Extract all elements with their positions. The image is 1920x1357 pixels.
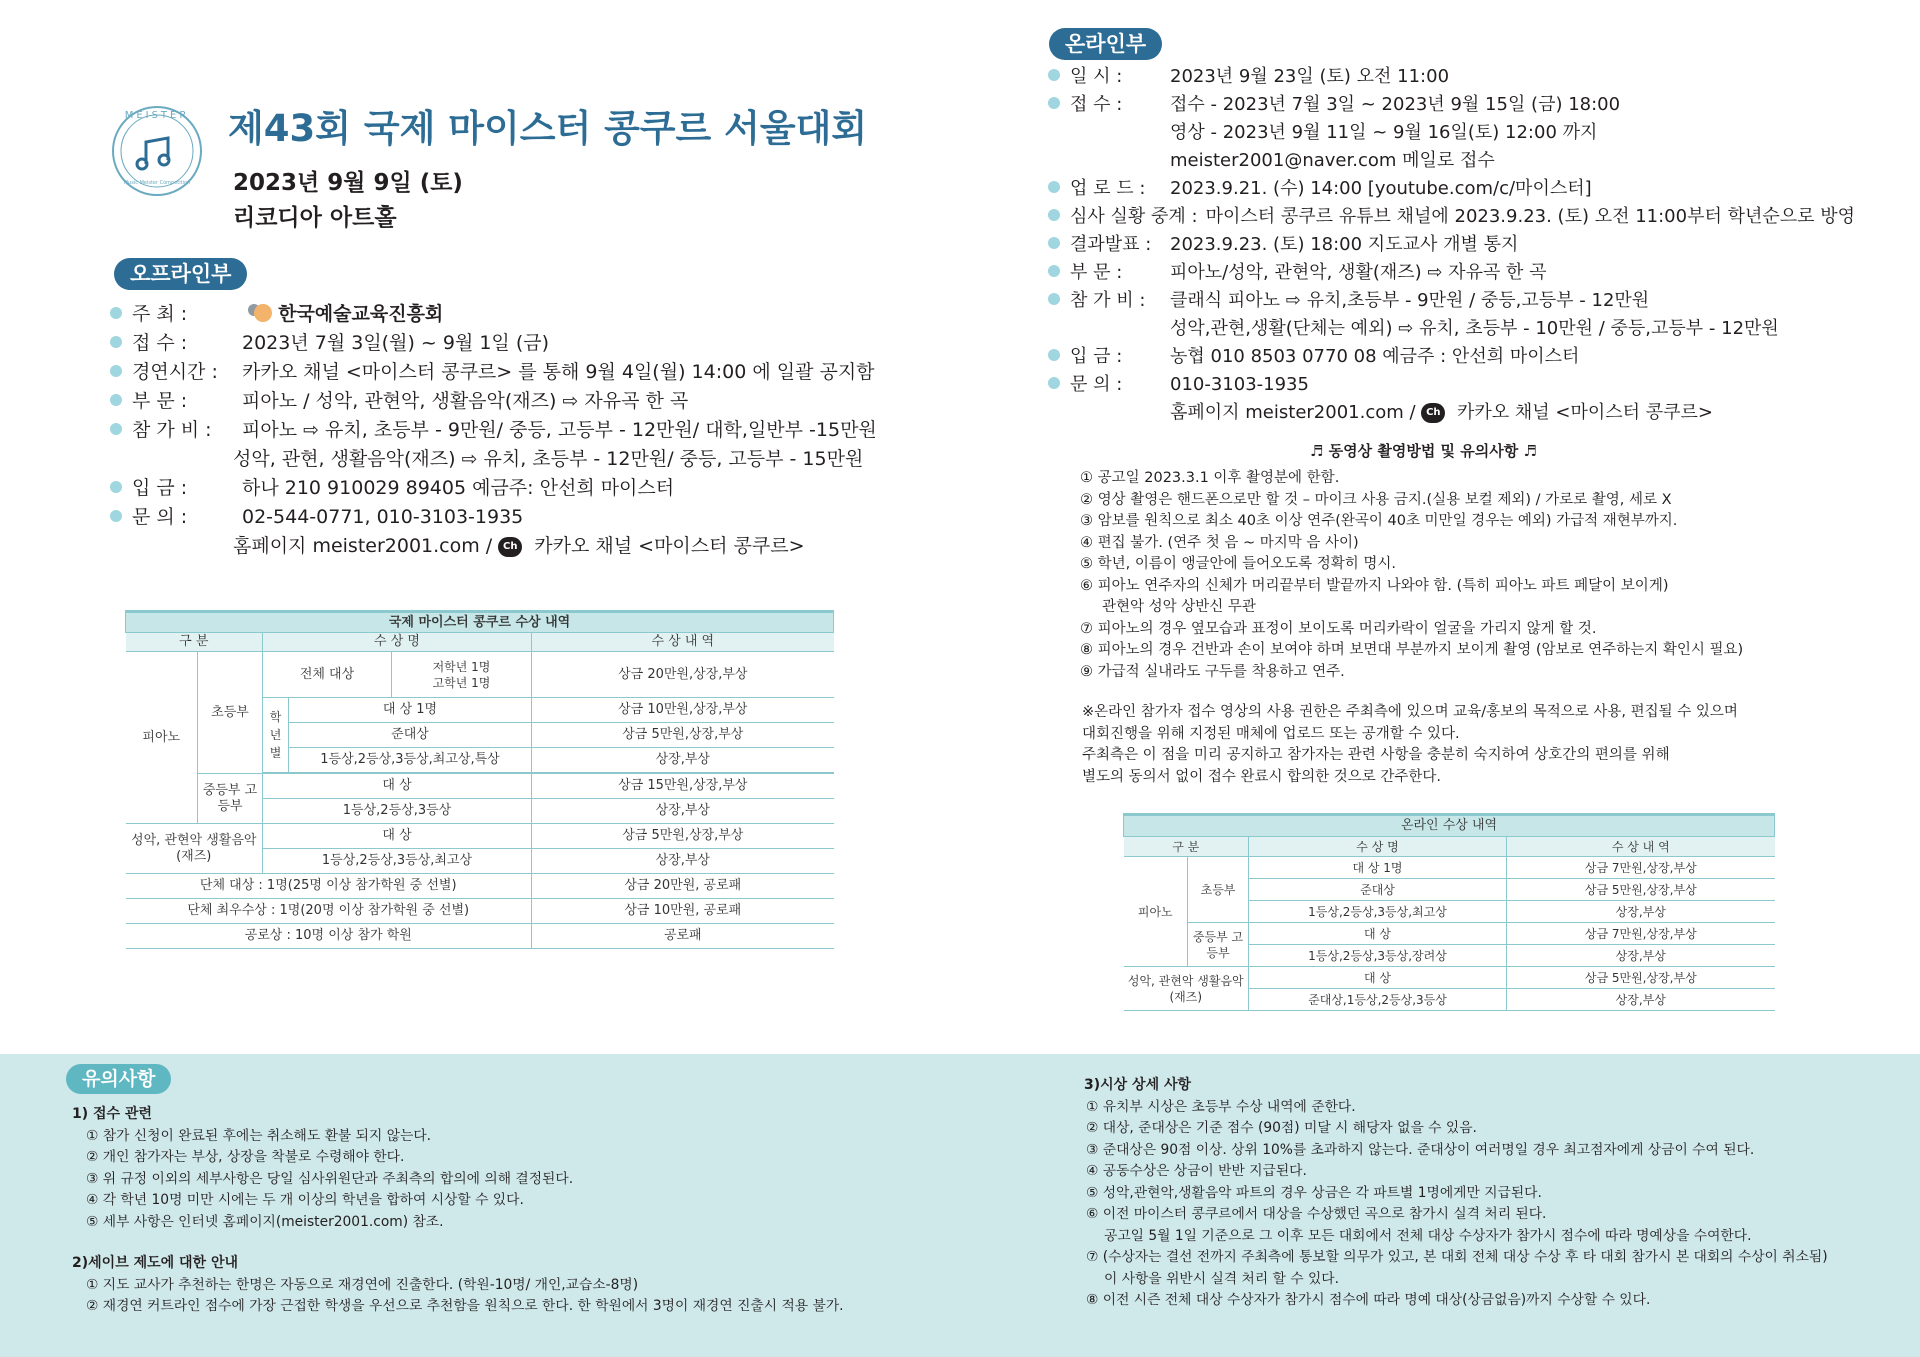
list-item: ③ 위 규정 이외의 세부사항은 당일 심사위원단과 주최측의 합의에 의해 결정된다. [86, 1170, 574, 1187]
table-row: 1등상,2등상,3등상,장려상 상장,부상 [1124, 945, 1775, 967]
offline-awards-table [125, 610, 834, 949]
list-item: ④ 편집 불가. (연주 첫 음 ~ 마지막 음 사이) [1080, 534, 1359, 551]
table-row: 1등상,2등상,3등상 상장,부상 [126, 799, 834, 824]
kakao-channel-icon: Ch [1421, 403, 1445, 423]
table-row: 공로상 : 10명 이상 참가 학원 공로패 [126, 924, 834, 949]
section-title: 2)세이브 제도에 대한 안내 [72, 1255, 239, 1271]
col-header-category: 구 분 [126, 633, 263, 652]
table-row: 1등상,2등상,3등상,최고상,특상 상장,부상 [126, 748, 834, 773]
notes-section-save [72, 1253, 844, 1318]
table-row: 준대상,1등상,2등상,3등상 상장,부상 [1124, 989, 1775, 1011]
list-item: ③ 준대상은 90점 이상. 상위 10%를 초과하지 않는다. 준대상이 여러명일 경우 최고점자에게 상금이 수여 된다. [1086, 1141, 1755, 1158]
bullet-icon [110, 307, 122, 319]
list-item: ② 대상, 준대상은 기준 점수 (90점) 미달 시 해당자 없을 수 있음. [1086, 1120, 1477, 1136]
table-row: 성악, 관현악 생활음악(재즈) 대 상 상금 5만원,상장,부상 [126, 824, 834, 849]
bullet-icon [110, 510, 122, 522]
online-row-result: 결과발표 : 2023.9.23. (토) 18:00 지도교사 개별 통지 [1048, 232, 1518, 258]
list-item: 관현악 성악 상반신 무관 [1102, 599, 1256, 615]
bullet-icon [1048, 349, 1060, 361]
table-row: 중등부 고등부 대 상 상금 7만원,상장,부상 [1124, 923, 1775, 945]
online-row-fee-line2: 성악,관현,생활(단체는 예외) ⇨ 유치, 초등부 - 10만원 / 중등,고등부 - 12만원 [1170, 318, 1779, 339]
table-row: 단체 최우수상 : 1명(20명 이상 참가학원 중 선별) 상금 10만원, 공로패 [126, 899, 834, 924]
offline-row-fee: 참 가 비 : 피아노 ⇨ 유치, 초등부 - 9만원/ 중등, 고등부 - 12만원/ 대학,일반부 -15만원 [110, 417, 877, 443]
bullet-icon [1048, 97, 1060, 109]
online-table-caption: 온라인 수상 내역 [1124, 815, 1775, 837]
rights-notice: ※온라인 참가자 접수 영상의 사용 권한은 주최측에 있으며 교육/홍보의 목적으로 사용, 편집될 수 있으며 대회진행을 위해 지정된 매체에 업로드 또는 공개할 수 있다. 주최측은 이 점을 미리 공지하고 참가자는 관련 사항을 충분히 숙지하여 상호간의 편의를 위해 별도의 동의서 없이 접수 완료시 합의한 것으로 간주한다. [1082, 704, 1738, 785]
list-item: ④ 공동수상은 상금이 반반 지급된다. [1086, 1163, 1307, 1179]
list-item: ⑧ 피아노의 경우 건반과 손이 보여야 하며 보면대 부분까지 보이게 촬영 (암보로 연주하는지 확인시 필요) [1080, 642, 1744, 658]
online-row-broadcast: 심사 실황 중계 : 마이스터 콩쿠르 유튜브 채널에 2023.9.23. (토) 오전 11:00부터 학년순으로 방영 [1048, 204, 1855, 230]
list-item: ⑦ 피아노의 경우 옆모습과 표정이 보이도록 머리카락이 얼굴을 가리지 않게 할 것. [1080, 620, 1597, 637]
list-item: ② 재경연 커트라인 점수에 가장 근접한 학생을 우선으로 추천함을 원칙으로 한다. 한 학원에서 3명이 재경연 진출시 적용 불가. [86, 1298, 844, 1314]
online-row-receipt-email[interactable]: meister2001@naver.com 메일로 접수 [1170, 150, 1495, 171]
list-item: ⑨ 가급적 실내라도 구두를 착용하고 연주. [1080, 663, 1345, 680]
col-header-detail: 수 상 내 역 [1507, 837, 1775, 857]
offline-row-category: 부 문 : 피아노 / 성악, 관현악, 생활음악(재즈) ⇨ 자유곡 한 곡 [110, 388, 688, 414]
notes-panel [0, 1054, 1920, 1357]
table-row: 단체 대상 : 1명(25명 이상 참가학원 중 선별) 상금 20만원, 공로패 [126, 874, 834, 899]
list-item: ① 참가 신청이 완료된 후에는 취소해도 환불 되지 않는다. [86, 1127, 432, 1144]
bullet-icon [1048, 209, 1060, 221]
table-row: 학 년 별 대 상 1명 상금 10만원,상장,부상 [126, 698, 834, 723]
bullet-icon [1048, 181, 1060, 193]
video-rules-list [1080, 468, 1743, 683]
offline-table-caption: 국제 마이스터 콩쿠르 수상 내역 [126, 612, 834, 633]
list-item: ① 유치부 시상은 초등부 수상 내역에 준한다. [1086, 1098, 1356, 1115]
col-header-category: 구 분 [1124, 837, 1249, 857]
kakao-channel-link[interactable]: 카카오 채널 <마이스터 콩쿠르> [1457, 402, 1714, 423]
table-row: 피아노 초등부 대 상 1명 상금 7만원,상장,부상 [1124, 857, 1775, 879]
logo-text-bottom: Music Meister Competition [123, 180, 191, 186]
list-item: ⑤ 학년, 이름이 앵글안에 들어오도록 정확히 명시. [1080, 556, 1397, 572]
col-header-award: 수 상 명 [1249, 837, 1507, 857]
list-item: ③ 암보를 원칙으로 최소 40초 이상 연주(완곡이 40초 미만일 경우는 예외) 가급적 재현부까지. [1080, 513, 1678, 529]
kakao-channel-link[interactable]: 카카오 채널 <마이스터 콩쿠르> [534, 535, 805, 557]
notes-badge: 유의사항 [66, 1064, 171, 1094]
online-row-homepage [1170, 400, 1713, 426]
table-row: 성악, 관현악 생활음악(재즈) 대 상 상금 5만원,상장,부상 [1124, 967, 1775, 989]
offline-row-time: 경연시간 : 카카오 채널 <마이스터 콩쿠르> 를 통해 9월 4일(월) 14:00 에 일괄 공지함 [110, 359, 875, 385]
list-item: ⑥ 이전 마이스터 콩쿠르에서 대상을 수상했던 곡으로 참가시 실격 처리 된다. [1086, 1206, 1547, 1222]
table-row: 1등상,2등상,3등상,최고상 상장,부상 [1124, 901, 1775, 923]
offline-row-host: 주 최 : 한국예술교육진흥회 [110, 301, 443, 327]
table-row: 준대상 상금 5만원,상장,부상 [126, 723, 834, 748]
offline-row-fee-line2: 성악, 관현, 생활음악(재즈) ⇨ 유치, 초등부 - 12만원/ 중등, 고등부 - 15만원 [233, 448, 864, 470]
list-item: ② 영상 촬영은 핸드폰으로만 할 것 – 마이크 사용 금지.(실용 보컬 제외) / 가로로 촬영, 세로 X [1080, 491, 1672, 508]
event-venue: 리코디아 아트홀 [233, 205, 397, 231]
notes-section-receipt [72, 1104, 573, 1233]
offline-badge: 오프라인부 [114, 258, 247, 290]
table-row: 피아노 초등부 전체 대상 저학년 1명 고학년 1명 상금 20만원,상장,부상 [126, 652, 834, 698]
list-item: ① 지도 교사가 추천하는 한명은 자동으로 재경연에 진출한다. (학원-10명/ 개인,교습소-8명) [86, 1276, 639, 1293]
event-date: 2023년 9월 9일 (토) [233, 170, 463, 196]
online-row-deposit: 입 금 : 농협 010 8503 0770 08 예금주 : 안선희 마이스터 [1048, 344, 1579, 370]
section-title: 3)시상 상세 사항 [1084, 1077, 1192, 1093]
logo-text-top: MEISTER [124, 110, 190, 121]
table-row: 중등부 고등부 대 상 상금 15만원,상장,부상 [126, 774, 834, 799]
bullet-icon [110, 423, 122, 435]
online-row-receipt-line2: 영상 - 2023년 9월 11일 ~ 9월 16일(토) 12:00 까지 [1170, 122, 1598, 143]
kakao-channel-icon: Ch [498, 537, 522, 557]
homepage-link[interactable]: 홈페이지 meister2001.com / [1170, 402, 1416, 423]
online-row-receipt: 접 수 : 접수 - 2023년 7월 3일 ~ 2023년 9월 15일 (금) 18:00 [1048, 92, 1620, 118]
list-item: ④ 각 학년 10명 미만 시에는 두 개 이상의 학년을 합하여 시상할 수 있다. [86, 1192, 524, 1208]
bullet-icon [110, 481, 122, 493]
list-item: ⑤ 성악,관현악,생활음악 파트의 경우 상금은 각 파트별 1명에게만 지급된다. [1086, 1184, 1542, 1201]
list-item: 공고일 5월 1일 기준으로 그 이후 모든 대회에서 전체 대상 수상자가 참가시 점수에 따라 명예상을 수여한다. [1104, 1227, 1752, 1244]
bullet-icon [110, 394, 122, 406]
section-title: 1) 접수 관련 [72, 1106, 152, 1122]
online-row-fee: 참 가 비 : 클래식 피아노 ⇨ 유치,초등부 - 9만원 / 중등,고등부 - 12만원 [1048, 288, 1649, 314]
list-item: ① 공고일 2023.3.1 이후 촬영분에 한함. [1080, 470, 1340, 486]
col-header-award: 수 상 명 [263, 633, 532, 652]
bullet-icon [110, 336, 122, 348]
bullet-icon [1048, 69, 1060, 81]
bullet-icon [1048, 237, 1060, 249]
meister-logo [110, 104, 204, 198]
list-item: ⑤ 세부 사항은 인터넷 홈페이지(meister2001.com) 참조. [86, 1213, 444, 1230]
homepage-link[interactable]: 홈페이지 meister2001.com / [233, 535, 493, 557]
list-item: ⑧ 이전 시즌 전체 대상 수상자가 참가시 점수에 따라 명예 대상(상금없음)까지 수상할 수 있다. [1086, 1292, 1651, 1308]
notes-section-awards [1084, 1075, 1828, 1312]
list-item: ⑥ 피아노 연주자의 신체가 머리끝부터 발끝까지 나와야 함. (특히 피아노 파트 페달이 보이게) [1080, 577, 1669, 594]
bullet-icon [1048, 265, 1060, 277]
list-item: ② 개인 참가자는 부상, 상장을 착불로 수령해야 한다. [86, 1149, 405, 1165]
offline-row-homepage [233, 533, 805, 559]
table-row: 1등상,2등상,3등상,최고상 상장,부상 [126, 849, 834, 874]
host-logo-icon [248, 302, 272, 324]
offline-row-deposit: 입 금 : 하나 210 910029 89405 예금주: 안선희 마이스터 [110, 475, 674, 501]
page-title: 제43회 국제 마이스터 콩쿠르 서울대회 [228, 107, 868, 150]
online-row-upload: 업 로 드 : 2023.9.21. (수) 14:00 [youtube.com/c/마이스터] [1048, 176, 1592, 202]
online-row-category: 부 문 : 피아노/성악, 관현악, 생활(재즈) ⇨ 자유곡 한 곡 [1048, 260, 1547, 286]
bullet-icon [110, 365, 122, 377]
bullet-icon [1048, 293, 1060, 305]
online-awards-table [1123, 813, 1775, 1011]
online-badge: 온라인부 [1049, 28, 1162, 60]
list-item: ⑦ (수상자는 결선 전까지 주최측에 통보할 의무가 있고, 본 대회 전체 대상 수상 후 타 대회 참가시 본 대회의 수상이 취소됨) [1086, 1249, 1828, 1265]
online-row-contact: 문 의 : 010-3103-1935 [1048, 372, 1309, 398]
bullet-icon [1048, 377, 1060, 389]
list-item: 이 사항을 위반시 실격 처리 할 수 있다. [1104, 1270, 1340, 1287]
col-header-detail: 수 상 내 역 [532, 633, 834, 652]
online-row-date: 일 시 : 2023년 9월 23일 (토) 오전 11:00 [1048, 64, 1449, 90]
offline-row-receipt: 접 수 : 2023년 7월 3일(월) ~ 9월 1일 (금) [110, 330, 549, 356]
offline-row-contact: 문 의 : 02-544-0771, 010-3103-1935 [110, 504, 523, 530]
video-rules-title: ♬ 동영상 촬영방법 및 유의사항 ♬ [1310, 442, 1537, 460]
table-row: 준대상 상금 5만원,상장,부상 [1124, 879, 1775, 901]
